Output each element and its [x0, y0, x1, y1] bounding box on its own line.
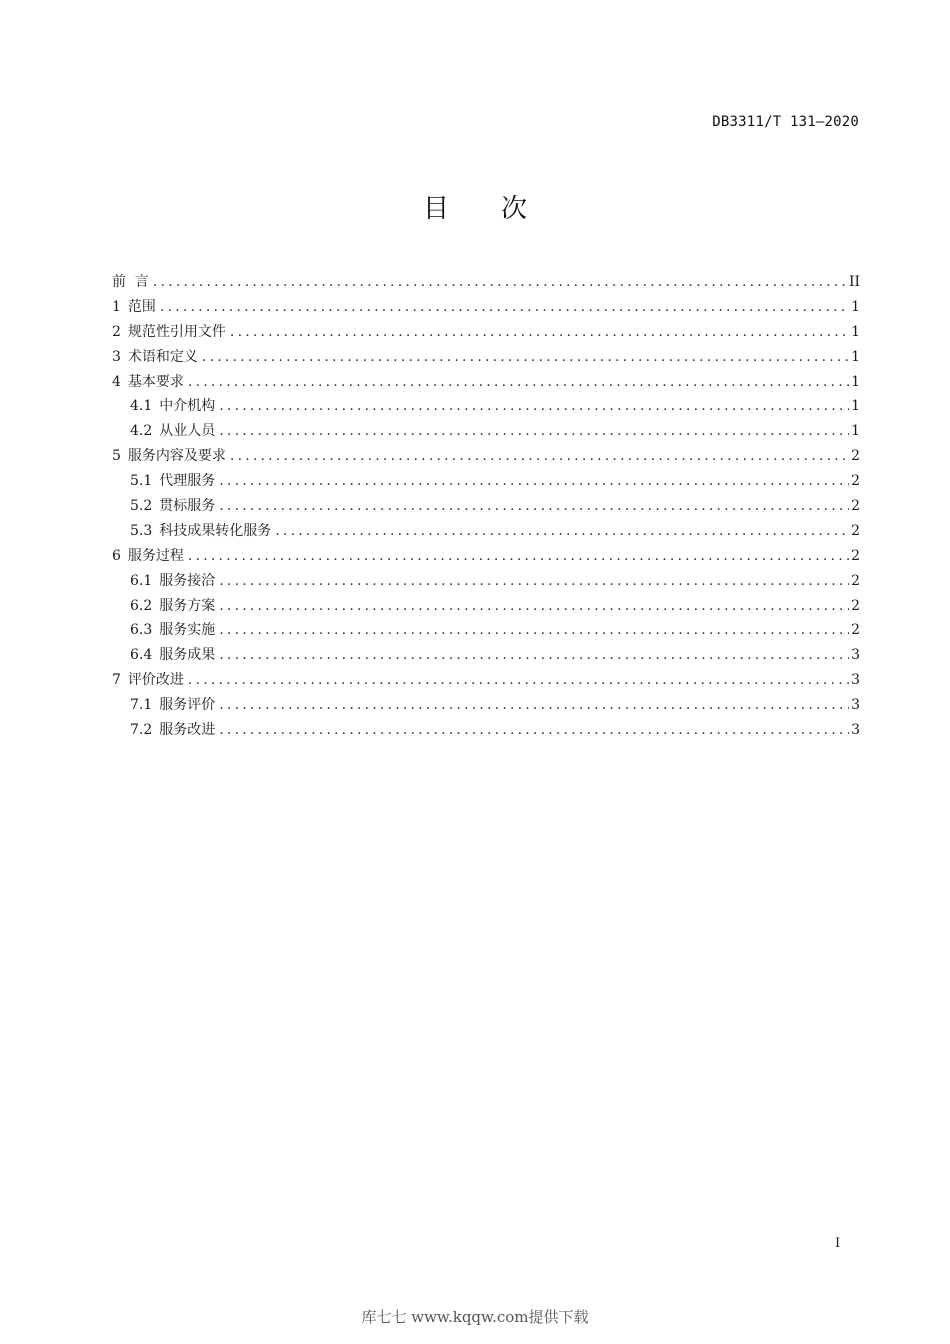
toc-entry[interactable]: [112, 345, 860, 370]
toc-entry-number: 6.1: [130, 572, 153, 589]
dot-leader: [160, 295, 849, 320]
dot-leader: [219, 469, 849, 494]
toc-entry-label: [130, 394, 219, 419]
toc-entry-text: 中介机构: [159, 398, 216, 415]
toc-entry[interactable]: [112, 469, 860, 494]
toc-entry-page: 1: [851, 348, 860, 365]
toc-entry[interactable]: [112, 519, 860, 544]
toc-entry-number: 6.4: [130, 647, 153, 664]
toc-entry-number: 4: [112, 373, 121, 390]
toc-entry[interactable]: [112, 569, 860, 594]
toc-entry[interactable]: [112, 718, 860, 743]
toc-entry-text: 贯标服务: [159, 498, 216, 515]
toc-entry-number: 1: [112, 298, 121, 315]
toc-entry[interactable]: [112, 668, 860, 693]
toc-entry-label: [112, 320, 230, 345]
dot-leader: [219, 419, 849, 444]
toc-entry-text: 基本要求: [127, 373, 184, 390]
toc-entry-label: [112, 444, 230, 469]
dot-leader: [219, 594, 849, 619]
toc-entry-number: 4.2: [130, 423, 153, 440]
toc-entry-page: 3: [851, 697, 860, 714]
toc-entry-label: [130, 519, 275, 544]
toc-entry-label: [112, 668, 188, 693]
toc-entry-label: [130, 618, 219, 643]
dot-leader: [219, 569, 849, 594]
dot-leader: [153, 270, 847, 295]
toc-entry[interactable]: [112, 370, 860, 395]
toc-entry-label: [112, 295, 160, 320]
toc-entry-text: 服务内容及要求: [127, 448, 226, 465]
dot-leader: [230, 444, 849, 469]
toc-entry-label: [130, 643, 219, 668]
toc-entry[interactable]: [112, 394, 860, 419]
dot-leader: [188, 544, 849, 569]
toc-entry-number: 3: [112, 348, 121, 365]
toc-title: 目次: [422, 194, 579, 224]
toc-entry[interactable]: [112, 618, 860, 643]
toc-entry[interactable]: [112, 320, 860, 345]
toc-entry-text: 服务方案: [159, 597, 216, 614]
toc-entry-number: 5.1: [130, 473, 153, 490]
toc-entry-number: 4.1: [130, 398, 153, 415]
toc-entry-number: 7.1: [130, 697, 153, 714]
toc-entry-label: [130, 419, 219, 444]
toc-entry-label: [130, 718, 219, 743]
toc-entry-number: 6: [112, 547, 121, 564]
dot-leader: [188, 370, 849, 395]
watermark: 库七七 www.kqqw.com提供下载: [361, 1308, 589, 1326]
toc-entry-number: 5.2: [130, 498, 153, 515]
dot-leader: [275, 519, 849, 544]
toc-entry[interactable]: [112, 270, 860, 295]
toc-entry[interactable]: [112, 693, 860, 718]
document-code: DB3311/T 131—2020: [712, 114, 859, 130]
toc-entry-page: 2: [851, 473, 860, 490]
dot-leader: [230, 320, 849, 345]
toc-entry-label: [130, 569, 219, 594]
toc-entry-text: 范围: [127, 298, 156, 315]
toc-entry-number: 7.2: [130, 722, 153, 739]
toc-entry-label: [112, 544, 188, 569]
toc-entry-text: 术语和定义: [127, 348, 198, 365]
toc-entry[interactable]: [112, 643, 860, 668]
toc-entry-number: 6.3: [130, 622, 153, 639]
toc-entry-page: 1: [851, 373, 860, 390]
toc-entry-text: 规范性引用文件: [127, 323, 226, 340]
toc-entry-text: 服务接洽: [159, 572, 216, 589]
toc-entry-text: 服务过程: [127, 547, 184, 564]
toc-entry-page: II: [848, 274, 860, 290]
toc-entry-page: 2: [851, 448, 860, 465]
toc-entry-page: 2: [851, 597, 860, 614]
toc-entry-page: 3: [851, 722, 860, 739]
toc-entry-text: 前 言: [112, 274, 149, 290]
toc-entry-page: 2: [851, 622, 860, 639]
toc-entry[interactable]: [112, 444, 860, 469]
toc-entry-text: 服务评价: [159, 697, 216, 714]
toc-entry-number: 5: [112, 448, 121, 465]
toc-entry-page: 1: [851, 323, 860, 340]
toc-entry-text: 服务实施: [159, 622, 216, 639]
dot-leader: [219, 643, 849, 668]
table-of-contents: [112, 270, 860, 743]
toc-entry-label: [130, 469, 219, 494]
toc-entry-page: 1: [851, 423, 860, 440]
toc-entry-page: 2: [851, 547, 860, 564]
toc-entry-text: 科技成果转化服务: [159, 522, 272, 539]
toc-entry-label: [130, 494, 219, 519]
dot-leader: [219, 718, 849, 743]
toc-entry-text: 服务成果: [159, 647, 216, 664]
page-number: I: [835, 1236, 841, 1251]
toc-entry-page: 3: [851, 647, 860, 664]
dot-leader: [219, 693, 849, 718]
toc-entry-number: 7: [112, 672, 121, 689]
dot-leader: [219, 494, 849, 519]
toc-entry-number: 5.3: [130, 522, 153, 539]
toc-entry[interactable]: [112, 544, 860, 569]
toc-entry-page: 2: [851, 522, 860, 539]
toc-entry-text: 服务改进: [159, 722, 216, 739]
toc-entry-label: [112, 370, 188, 395]
toc-entry-text: 评价改进: [127, 672, 184, 689]
toc-entry[interactable]: [112, 295, 860, 320]
toc-entry-page: 3: [851, 672, 860, 689]
toc-entry-page: 1: [851, 398, 860, 415]
toc-entry-text: 从业人员: [159, 423, 216, 440]
toc-entry-page: 2: [851, 498, 860, 515]
toc-entry-text: 代理服务: [159, 473, 216, 490]
dot-leader: [202, 345, 849, 370]
dot-leader: [188, 668, 849, 693]
toc-entry-page: 2: [851, 572, 860, 589]
toc-entry-number: 6.2: [130, 597, 153, 614]
dot-leader: [219, 394, 849, 419]
toc-entry-label: [130, 594, 219, 619]
toc-entry[interactable]: [112, 594, 860, 619]
toc-entry-label: [112, 345, 202, 370]
toc-entry-label: [112, 270, 153, 295]
toc-entry[interactable]: [112, 419, 860, 444]
dot-leader: [219, 618, 849, 643]
toc-entry-label: [130, 693, 219, 718]
toc-entry-number: 2: [112, 323, 121, 340]
toc-entry[interactable]: [112, 494, 860, 519]
toc-entry-page: 1: [851, 298, 860, 315]
